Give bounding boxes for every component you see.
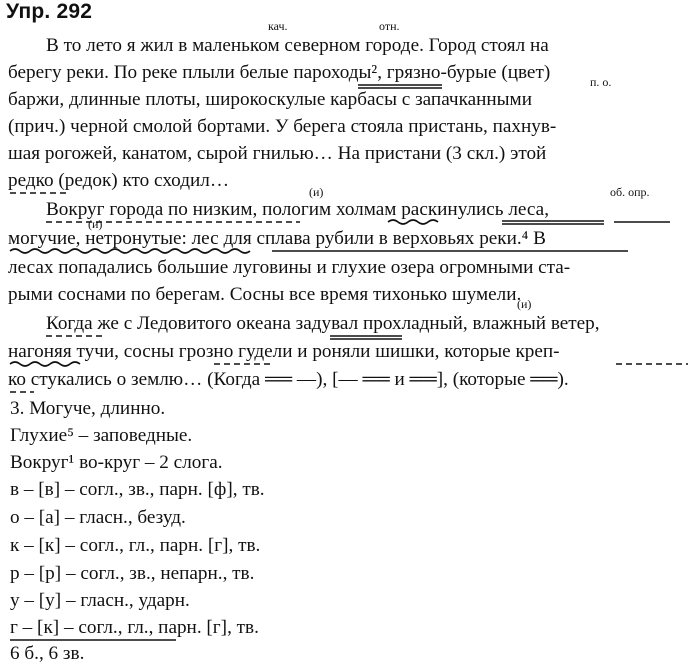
- text-line: (прич.) черной смолой бортами. У берега стояла пристань, пахнув-: [8, 116, 557, 137]
- text-line: о – [а] – гласн., безуд.: [10, 507, 186, 528]
- text-line: В то лето я жил в маленьком северном городе. Город стоял на: [46, 35, 549, 56]
- annotation-i-3: (и): [517, 297, 532, 311]
- text-line: редко (редок) кто сходил…: [8, 170, 230, 191]
- annotation-kach: кач.: [268, 19, 288, 33]
- annotation-ob-opr: об. опр.: [610, 185, 650, 199]
- text-line: Глухие⁵ – заповедные.: [10, 425, 193, 446]
- text-line: Вокруг¹ во-круг – 2 слога.: [10, 452, 223, 473]
- text-line: Вокруг города по низким, пологим холмам раскинулись леса,: [46, 199, 549, 220]
- annotation-otn: отн.: [379, 19, 400, 33]
- text-line: рыми соснами по берегам. Сосны все время тихонько шумели.: [8, 284, 522, 305]
- text-line: в – [в] – согл., зв., парн. [ф], тв.: [10, 479, 265, 500]
- text-line: нагоняя тучи, сосны грозно гудели и роняли шишки, которые креп-: [8, 341, 560, 362]
- text-line: р – [р] – согл., зв., непарн., тв.: [10, 563, 255, 584]
- text-line: Когда же с Ледовитого океана задувал прохладный, влажный ветер,: [46, 313, 600, 334]
- text-line: могучие, нетронутые: лес для сплава рубили в верховьях реки.⁴ В: [8, 228, 546, 249]
- exercise-title: Упр. 292: [6, 0, 93, 23]
- text-line: лесах попадались большие луговины и глухие озера огромными ста-: [8, 257, 571, 278]
- text-line: 3. Могуче, длинно.: [10, 398, 166, 419]
- annotation-po: п. о.: [590, 75, 612, 89]
- annotation-i-1: (и): [309, 185, 324, 199]
- text-line: ко стукались о землю… (Когда ══ —), [— ══ и ══], (которые ══).: [8, 369, 569, 390]
- text-line: к – [к] – согл., гл., парн. [г], тв.: [10, 535, 261, 556]
- text-line: г – [к] – согл., гл., парн. [г], тв.: [10, 617, 259, 638]
- text-line: баржи, длинные плоты, широкоскулые карбасы с запачканными: [8, 89, 532, 110]
- text-line: берегу реки. По реке плыли белые пароходы², грязно-бурые (цвет): [8, 62, 551, 83]
- text-line: шая рогожей, канатом, сырой гнилью… На пристани (3 скл.) этой: [8, 143, 547, 164]
- annotation-i-2: (и): [88, 217, 103, 231]
- text-line: 6 б., 6 зв.: [10, 643, 85, 664]
- text-line: у – [у] – гласн., ударн.: [10, 590, 190, 611]
